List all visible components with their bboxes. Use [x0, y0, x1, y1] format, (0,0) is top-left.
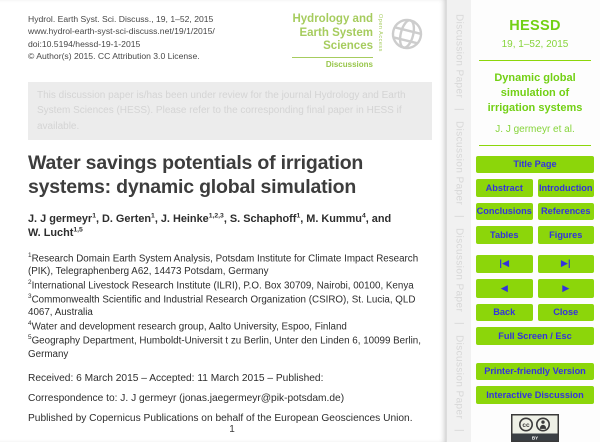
strip-label: Discussion Paper [453, 334, 465, 420]
affiliation-item: $^2$International Livestock Research Institute (ILRI), P.O. Box 30709, Nairobi, 00100, Kenya [28, 278, 414, 292]
journal-name-line: Hydrology and [292, 13, 373, 25]
references-button[interactable]: References [538, 203, 595, 221]
strip-separator: | [453, 108, 465, 112]
published-by-line: Published by Copernicus Publications on behalf of the European Geosciences Union. [28, 412, 413, 424]
author-affil-sup: 1,2,3 [208, 211, 224, 219]
received-line: Received: 6 March 2015 – Accepted: 11 March 2015 – Published: [28, 372, 324, 384]
paper-title-line1: Water savings potentials of irrigation [28, 152, 364, 175]
fullscreen-button[interactable]: Full Screen / Esc [476, 327, 594, 345]
sidebar-authors-short: J. J germeyr et al. [495, 123, 575, 135]
abstract-button[interactable]: Abstract [476, 179, 533, 197]
author: W. Lucht$^{1,5}$ [28, 226, 83, 239]
interactive-discussion-button[interactable]: Interactive Discussion [476, 386, 594, 404]
journal-logo [292, 13, 434, 69]
strip-separator: | [453, 322, 465, 326]
author-affil-sup: 4 [361, 211, 366, 219]
citation-line: Hydrol. Earth Syst. Sci. Discuss., 19, 1–52, 2015 [28, 14, 214, 24]
cc-by-label: BY [531, 434, 539, 440]
nav-next-button[interactable]: ▶ [538, 279, 595, 298]
strip-label: Discussion Paper [453, 120, 465, 206]
tables-button[interactable]: Tables [476, 226, 533, 244]
strip-separator: | [453, 429, 465, 432]
nav-prev-button[interactable]: ◀ [476, 279, 533, 298]
strip-label: Discussion Paper [453, 14, 465, 99]
page-number: 1 [229, 423, 235, 435]
printer-friendly-button[interactable]: Printer-friendly Version [476, 363, 594, 381]
article-header [28, 13, 436, 69]
affiliation-item: $^4$Water and development research group, Aalto University, Espoo, Finland [28, 320, 347, 333]
back-button[interactable]: Back [476, 304, 533, 322]
author-affil-sup: 1 [151, 211, 155, 219]
navigation-sidebar [471, 0, 600, 442]
journal-name [292, 13, 373, 58]
author: , M. Kummu$^4$ [300, 211, 366, 225]
author-affil-sup: 1 [296, 211, 301, 219]
author-affil-sup: 1 [92, 211, 96, 219]
open-access-label: Open Access [377, 14, 383, 52]
journal-logo-text [292, 13, 373, 69]
citation-license: © Author(s) 2015. CC Attribution 3.0 License. [28, 51, 200, 62]
author: , D. Gerten$^1$ [95, 211, 155, 225]
author: , S. Schaphoff$^1$ [223, 211, 301, 225]
sidebar-divider [479, 60, 591, 61]
affiliation-item: $^5$Geography Department, Humboldt-Universit t zu Berlin, Unter den Linden 6, 10099 Berlin, Germany [28, 334, 421, 360]
authors-line [28, 212, 436, 240]
journal-name-line: Sciences [323, 40, 373, 53]
discussion-paper-strip [446, 0, 471, 442]
discussions-label: Discussions [325, 59, 373, 69]
paper-title [28, 151, 436, 199]
conclusions-button[interactable]: Conclusions [476, 203, 533, 221]
correspondence-line: Correspondence to: J. J germeyr (jonas.jaegermeyr@pik-potsdam.de) [28, 392, 345, 404]
author: , J. Heinke$^{1,2,3}$ [154, 211, 224, 225]
journal-name-line: Earth System [299, 26, 373, 39]
citation-block [28, 13, 215, 63]
strip-separator: | [453, 215, 465, 219]
review-notice-banner: This discussion paper is/has been under review for the journal Hydrology and Earth System Sciences (HESS). Please refer to the corresponding final paper in HESS if available. [28, 82, 432, 141]
svg-text:cc: cc [522, 421, 530, 429]
author-conjunction: , and [365, 212, 392, 225]
affiliations-list [28, 252, 434, 362]
sidebar-issue: 19, 1–52, 2015 [501, 39, 569, 50]
close-button[interactable]: Close [538, 304, 595, 322]
author: J. J germeyr$^1$ [28, 211, 96, 225]
sidebar-paper-title: Dynamic global simulation of irrigation systems [487, 72, 583, 114]
sidebar-button-grid [476, 156, 594, 404]
sidebar-divider [479, 145, 591, 146]
nav-last-button[interactable]: ▶| [538, 255, 595, 274]
affiliation-item: $^3$Commonwealth Scientific and Industrial Research Organization (CSIRO), St. Lucia, QLD 4067, Australia [28, 293, 416, 319]
citation-doi: doi:10.5194/hessd-19-1-2015 [28, 38, 141, 49]
figures-button[interactable]: Figures [538, 226, 595, 244]
cc-license-badge[interactable] [476, 414, 594, 442]
sidebar-journal-abbrev: HESSD [509, 18, 561, 34]
title-page-button[interactable]: Title Page [476, 156, 594, 174]
introduction-button[interactable]: Introduction [538, 179, 595, 197]
affiliation-item: $^1$Research Domain Earth System Analysis, Potsdam Institute for Climate Impact Research (PIK), Telegraphenberg A62, 14473 Potsdam, Germany [28, 251, 419, 278]
egu-globe-icon [386, 13, 428, 60]
author-affil-sup: 1,5 [73, 226, 83, 234]
citation-url: www.hydrol-earth-syst-sci-discuss.net/19/1/2015/ [28, 26, 215, 37]
paper-title-line2: systems: dynamic global simulation [28, 176, 357, 199]
nav-first-button[interactable]: |◀ [476, 255, 533, 274]
strip-label: Discussion Paper [453, 227, 465, 313]
